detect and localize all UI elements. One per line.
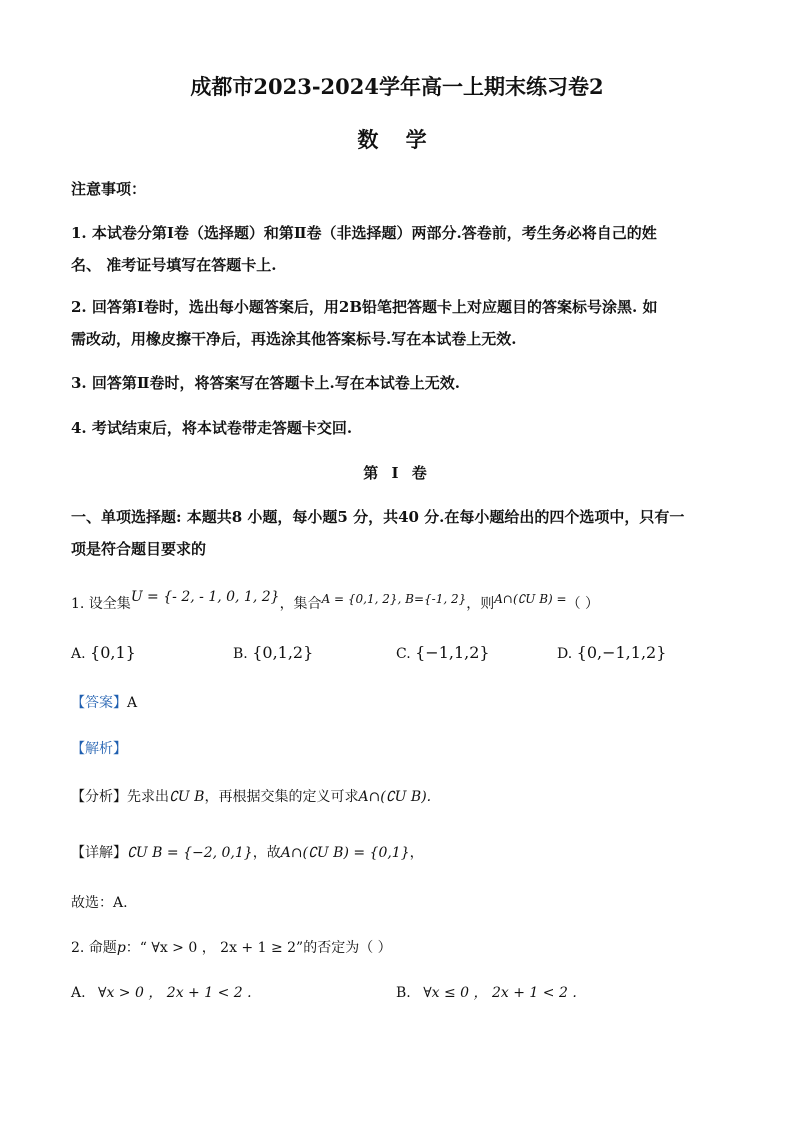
fenxi-tag: 【分析】 [71,789,127,805]
q1-option-a-letter: A. [71,646,86,662]
q2-p: p [116,940,126,956]
q1-detail [71,842,424,862]
q1-option-d-value: {0,−1,1,2} [576,643,667,662]
fenxi-expr-1: ∁U B [169,789,205,805]
exam-title: 成都市2023-2024学年高一上期末练习卷2 [190,74,604,99]
question-1 [71,589,600,613]
notice-item-2-line-1: 2. 回答第Ⅰ卷时，选出每小题答案后，用2B铅笔把答题卡上对应题目的答案标号涂黑. 如 [71,298,658,316]
fenxi-expr-2: A∩(∁U B). [358,789,432,805]
fenxi-text-1: 先求出 [127,789,169,805]
fenxi-text-2: ，再根据交集的定义可求 [204,789,359,805]
q2-option-a-letter: A. [71,985,86,1001]
q1-option-b [233,643,313,662]
q1-option-c-value: {−1,1,2} [415,643,490,662]
answer-tag: 【答案】 [71,695,127,711]
q1-option-d [557,643,666,662]
q1-answer [71,692,137,712]
analysis-tag: 【解析】 [71,741,127,757]
q2-option-b [396,982,577,1002]
question-2 [71,937,392,957]
subject-title: 数 学 [357,127,437,152]
q2-prefix: 2. 命题 [71,940,117,956]
answer-value: A [127,695,138,711]
q1-option-a-value: {0,1} [90,643,136,662]
q2-option-b-letter: B. [396,985,411,1001]
detail-text-2: ， [409,845,424,861]
notice-heading: 注意事项： [71,180,147,198]
q2-option-a [71,982,252,1002]
q1-universe: U = {- 2, - 1, 0, 1, 2} [130,589,280,605]
section-instruction-line-2: 项是符合题目要求的 [71,540,207,558]
notice-item-2-line-2: 需改动，用橡皮擦干净后，再选涂其他答案标号.写在本试卷上无效. [71,330,517,348]
q1-set-a: A = {0,1, 2} [321,592,398,606]
detail-tag: 【详解】 [71,845,127,861]
detail-expr-2: A∩(∁U B) = {0,1} [280,845,410,861]
q1-option-c [396,643,490,662]
q1-paren: （ ） [566,596,600,612]
q1-option-d-letter: D. [557,646,573,662]
q1-option-b-value: {0,1,2} [252,643,314,662]
q1-option-c-letter: C. [396,646,411,662]
q1-option-b-letter: B. [233,646,248,662]
q1-fenxi [71,786,431,806]
q1-ask: ，则 [466,596,495,612]
q1-set-b: , B={-1, 2} [397,592,467,606]
q1-option-a [71,643,136,662]
notice-item-4: 4. 考试结束后，将本试卷带走答题卡交回. [71,419,353,437]
notice-item-3: 3. 回答第Ⅱ卷时，将答案写在答题卡上.写在本试卷上无效. [71,374,460,392]
q1-choose: 故选：A. [71,895,128,911]
detail-expr-1: ∁U B = {−2, 0,1} [127,845,253,861]
notice-item-1-line-2: 名、 准考证号填写在答题卡上. [71,256,277,274]
q1-prefix: 1. 设全集 [71,596,131,612]
q1-mid: ，集合 [279,596,322,612]
q1-expression: A∩(∁U B) = [494,592,567,606]
section-instruction-line-1: 一、单项选择题: 本题共8 小题，每小题5 分，共40 分.在每小题给出的四个选项中，只有一 [71,508,685,526]
q2-statement: ：“ ∀x > 0 ， 2x + 1 ≥ 2”的否定为（ ） [125,940,392,956]
q2-option-b-value: ∀x ≤ 0 ， 2x + 1 < 2 . [423,985,577,1001]
detail-text-1: ，故 [252,845,281,861]
q2-option-a-value: ∀x > 0 ， 2x + 1 < 2 . [98,985,252,1001]
notice-item-1-line-1: 1. 本试卷分第Ⅰ卷（选择题）和第Ⅱ卷（非选择题）两部分.答卷前，考生务必将自己的姓 [71,224,657,242]
section-label: 第 Ⅰ 卷 [363,464,431,482]
q1-analysis [71,738,127,758]
